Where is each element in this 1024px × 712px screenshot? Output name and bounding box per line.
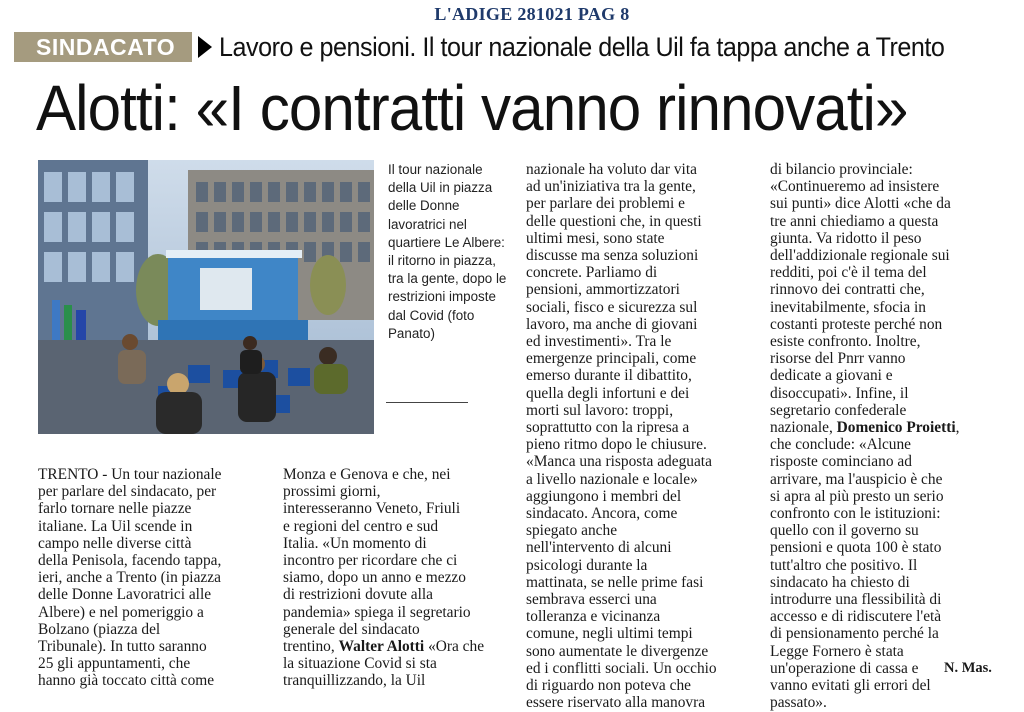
triangle-arrow-icon	[198, 36, 212, 58]
author-signature: N. Mas.	[944, 660, 992, 676]
person-name-walter-alotti: Walter Alotti	[338, 638, 425, 656]
column-2-text-a: Monza e Genova e che, nei prossimi giorni, interesseranno Veneto, Friuli e regioni del centro e sud Italia. «Un momento di incontro per ricordare che ci siamo, dopo un anno e mezzo di restrizioni dovute alla pandemia» spiega il segretario generale del sindacato trentino,	[283, 466, 471, 656]
column-4-text-a: di bilancio provinciale: «Continueremo ad insistere sui punti» dice Alotti «che da tre anni chiediamo a questa giunta. Va ridotto il peso dell'addizionale regionale sui redditi, poi c'è il tema del rinnovo dei contratti che, inevitabilmente, sfocia in costanti proteste perché non esiste confronto. Inoltre, risorse del Pnrr vanno dedicate a giovani e disoccupati». Infine, il segretario confederale nazionale,	[770, 161, 951, 437]
photo-illustration	[38, 160, 374, 434]
caption-divider	[386, 402, 468, 403]
subheadline: Lavoro e pensioni. Il tour nazionale della Uil fa tappa anche a Trento	[219, 32, 945, 62]
article-column-2	[283, 466, 519, 690]
column-4-text-b: , che conclude: «Alcune risposte cominciano ad arrivare, ma l'auspicio è che si apra al più presto un serio confronto con le istituzioni: quello con il governo su pensioni e quota 100 è stato tutt'altro che positivo. Il sindacato ha chiesto di introdurre una flessibilità di accesso e di ridiscutere l'età di pensionamento perché la Legge Fornero è stata un'operazione di cassa e vanno evitati gli errori del passato».	[770, 419, 960, 712]
kicker-row	[14, 30, 1014, 64]
article-column-3: nazionale ha voluto dar vita ad un'iniziativa tra la gente, per parlare dei problemi e delle questioni che, in questi ultimi mesi, sono state discusse ma senza soluzioni concrete. Parliamo di pensioni, ammortizzatori sociali, fisco e sicurezza sul lavoro, ma anche di giovani ed investimenti». Tra le emergenze principali, come emerso durante il dibattito, quella degli infortuni e dei morti sul lavoro: troppi, soprattutto con la ripresa a pieno ritmo dopo le chiusure. «Manca una risposta adeguata a livello nazionale e locale» aggiungono i membri del sindacato. Ancora, come spiegato anche nell'intervento di alcuni psicologi durante la mattinata, se nelle prime fasi sembrava esserci una tolleranza e vicinanza comune, negli ultimi tempi sono aumentate le divergenze ed i conflitti sociali. Un occhio di riguardo non poteva che essere riservato alla manovra	[526, 161, 717, 712]
person-name-domenico-proietti: Domenico Proietti	[836, 419, 956, 437]
column-2-text-b: «Ora che la situazione Covid si sta tranquillizzando, la Uil	[283, 638, 485, 690]
headline: Alotti: «I contratti vanno rinnovati»	[36, 72, 908, 144]
section-tag: SINDACATO	[14, 32, 192, 62]
photo-caption: Il tour nazionale della Uil in piazza delle Donne lavoratrici nel quartiere Le Albere: il ritorno in piazza, tra la gente, dopo le restrizioni imposte dal Covid (foto Panato)	[388, 162, 507, 341]
masthead: L'ADIGE 281021 PAG 8	[434, 4, 630, 24]
article-photo	[38, 160, 374, 434]
article-column-1: TRENTO - Un tour nazionale per parlare del sindacato, per farlo tornare nelle piazze italiane. La Uil scende in campo nelle diverse città della Penisola, facendo tappa, ieri, anche a Trento (in piazza delle Donne Lavoratrici alle Albere) e nel pomeriggio a Bolzano (piazza del Tribunale). In tutto saranno 25 gli appuntamenti, che hanno già toccato città come	[38, 466, 222, 690]
article-column-4	[770, 161, 1006, 712]
